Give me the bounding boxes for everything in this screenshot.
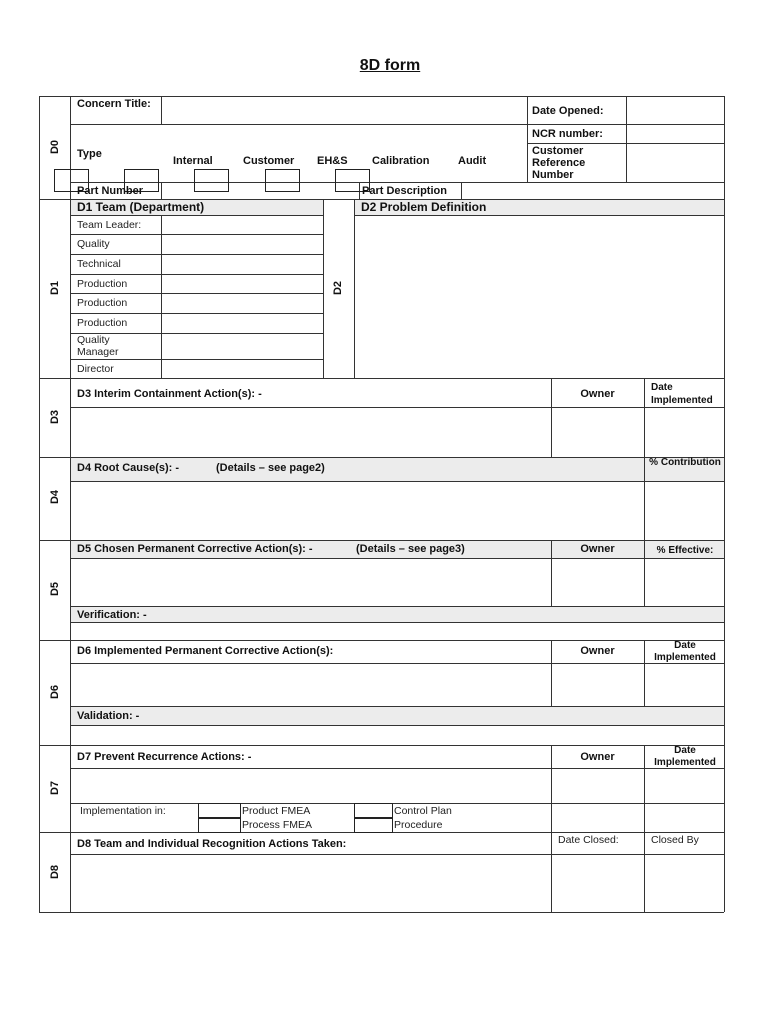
form-title: 8D form: [359, 57, 421, 74]
d1-header: D1 Team (Department): [77, 200, 205, 214]
d7-date-implemented-header: Date Implemented: [654, 745, 716, 768]
product-fmea-label: Product FMEA: [242, 805, 311, 817]
d3-owner-header: Owner: [580, 388, 615, 400]
d6-date-implemented-header: Date Implemented: [654, 640, 716, 663]
part-number-label: Part Number: [77, 185, 144, 197]
type-option-internal: Internal: [173, 155, 213, 167]
d2-header: D2 Problem Definition: [361, 200, 487, 214]
closed-by-label: Closed By: [651, 834, 699, 846]
d5-owner-header: Owner: [580, 543, 615, 555]
team-role-7: Quality Manager: [77, 334, 119, 358]
section-d6-label: D6: [49, 684, 61, 700]
type-calibration-checkbox[interactable]: [265, 169, 300, 192]
section-d8-label: D8: [49, 864, 61, 880]
team-role-4: Production: [77, 278, 128, 290]
d5-details-note: (Details – see page3): [356, 543, 465, 555]
type-option-customer: Customer: [243, 155, 295, 167]
process-fmea-label: Process FMEA: [242, 819, 313, 831]
d5-header: D5 Chosen Permanent Corrective Action(s): -: [77, 543, 313, 555]
type-label: Type: [77, 148, 102, 160]
team-role-6: Production: [77, 317, 128, 329]
d6-validation-label: Validation: -: [77, 710, 140, 722]
team-role-5: Production: [77, 297, 128, 309]
procedure-checkbox[interactable]: [354, 817, 393, 833]
section-d7-label: D7: [49, 780, 61, 796]
concern-title-label: Concern Title:: [77, 98, 151, 110]
section-d5-label: D5: [49, 581, 61, 597]
d7-header: D7 Prevent Recurrence Actions: -: [77, 751, 252, 763]
d4-header: D4 Root Cause(s): -: [77, 462, 180, 474]
section-d0-label: D0: [49, 139, 61, 155]
control-plan-label: Control Plan: [394, 805, 452, 817]
d8-header: D8 Team and Individual Recognition Actions Taken:: [77, 838, 347, 850]
type-option-ehs: EH&S: [317, 155, 348, 167]
team-role-1: Team Leader:: [77, 219, 142, 231]
section-d3-label: D3: [49, 409, 61, 425]
section-d1-label: D1: [49, 280, 61, 296]
d6-owner-header: Owner: [580, 645, 615, 657]
d3-date-implemented-header: Date Implemented: [651, 382, 713, 406]
d7-owner-header: Owner: [580, 751, 615, 763]
d3-header: D3 Interim Containment Action(s): -: [77, 388, 262, 400]
section-d4-label: D4: [49, 489, 61, 505]
d6-validation-band: [70, 706, 724, 725]
type-option-audit: Audit: [458, 155, 487, 167]
d6-header: D6 Implemented Permanent Corrective Action(s):: [77, 645, 334, 657]
team-role-2: Quality: [77, 238, 110, 250]
team-role-3: Technical: [77, 258, 121, 270]
process-fmea-checkbox[interactable]: [198, 817, 241, 833]
date-opened-label: Date Opened:: [532, 105, 604, 117]
part-description-label: Part Description: [362, 185, 447, 197]
d4-contribution-header: % Contribution: [649, 457, 721, 468]
d5-effective-header: % Effective:: [656, 545, 714, 556]
d4-details-note: (Details – see page2): [216, 462, 325, 474]
type-ehs-checkbox[interactable]: [194, 169, 229, 192]
team-role-8: Director: [77, 363, 114, 375]
type-option-calibration: Calibration: [372, 155, 430, 167]
section-d2-label: D2: [332, 280, 344, 296]
customer-reference-label: Customer Reference Number: [532, 145, 586, 181]
date-closed-label: Date Closed:: [558, 834, 619, 846]
d5-verification-band: [70, 606, 724, 622]
ncr-number-label: NCR number:: [532, 128, 603, 140]
procedure-label: Procedure: [394, 819, 443, 831]
implementation-in-label: Implementation in:: [80, 805, 166, 817]
d5-verification-label: Verification: -: [77, 609, 147, 621]
